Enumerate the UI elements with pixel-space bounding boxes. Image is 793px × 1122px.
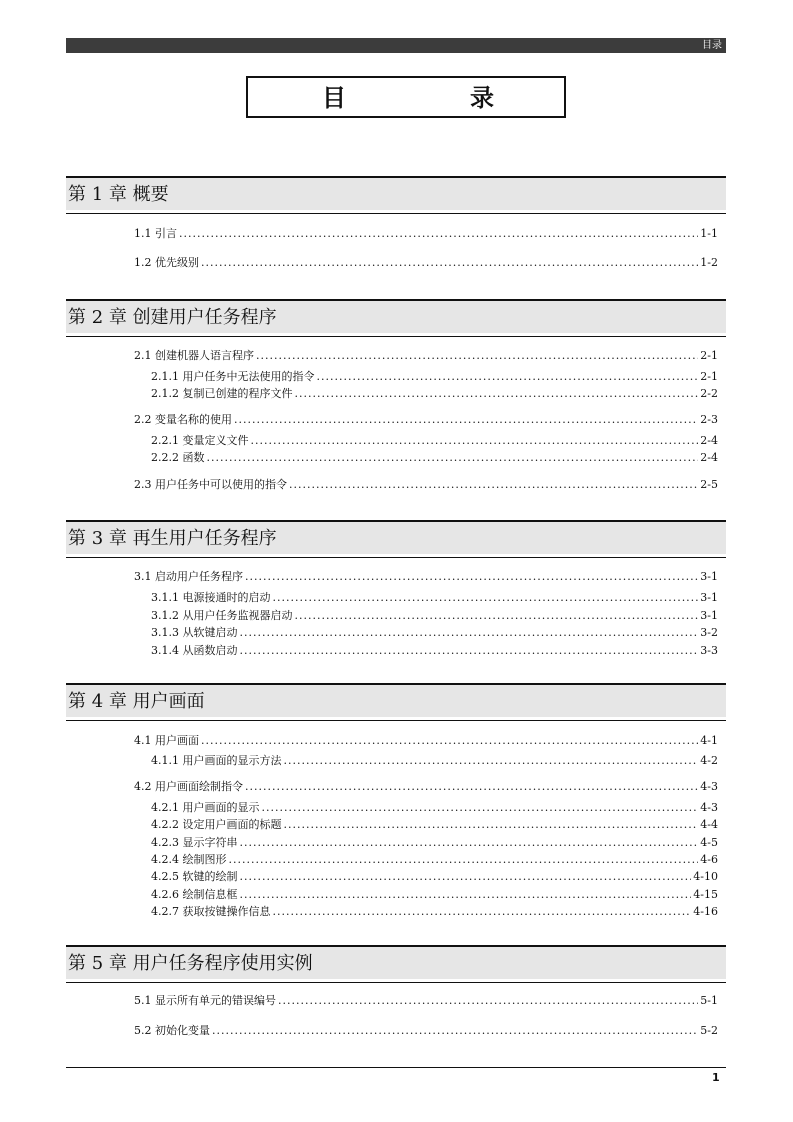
toc-entry-page: 4-6: [700, 853, 718, 866]
footer-divider: [66, 1067, 726, 1068]
toc-entry-label: 3.1.2 从用户任务监视器启动: [151, 609, 293, 622]
toc-entry-label: 4.2.5 软键的绘制: [151, 870, 238, 883]
toc-entry[interactable]: [134, 348, 718, 364]
toc-entry[interactable]: [151, 369, 718, 385]
toc-title-char-2: 录: [470, 84, 494, 112]
toc-entry-page: 2-4: [700, 434, 718, 447]
toc-entry[interactable]: [151, 450, 718, 466]
chapter-4-heading: [66, 683, 726, 717]
toc-entry-page: 3-3: [700, 644, 718, 657]
toc-entry-page: 4-16: [693, 905, 718, 918]
toc-entry-label: 2.1.2 复制已创建的程序文件: [151, 387, 293, 400]
toc-entry-label: 2.2 变量名称的使用: [134, 413, 232, 426]
leader-dots: [229, 852, 699, 868]
toc-entry[interactable]: [151, 753, 718, 769]
leader-dots: [240, 643, 699, 659]
toc-entry-page: 4-5: [700, 836, 718, 849]
toc-entry[interactable]: [134, 993, 718, 1009]
toc-entry-label: 3.1.3 从软键启动: [151, 626, 238, 639]
toc-entry-label: 5.2 初始化变量: [134, 1024, 210, 1037]
toc-entry-label: 2.2.1 变量定义文件: [151, 434, 249, 447]
toc-entry[interactable]: [151, 904, 718, 920]
leader-dots: [201, 733, 698, 749]
toc-entry[interactable]: [151, 835, 718, 851]
leader-dots: [240, 835, 699, 851]
toc-entry-label: 4.1.1 用户画面的显示方法: [151, 754, 282, 767]
toc-entry-page: 5-1: [700, 994, 718, 1007]
chapter-title: 第 5 章 用户任务程序使用实例: [68, 953, 313, 974]
leader-dots: [262, 800, 699, 816]
leader-dots: [240, 869, 692, 885]
toc-entry[interactable]: [151, 625, 718, 641]
toc-entry-label: 1.2 优先级别: [134, 256, 199, 269]
toc-entry-page: 1-1: [700, 227, 718, 240]
toc-entry-label: 4.2.4 绘制图形: [151, 853, 227, 866]
leader-dots: [234, 412, 698, 428]
chapter-title: 第 2 章 创建用户任务程序: [68, 307, 277, 328]
toc-entry-page: 3-1: [700, 591, 718, 604]
toc-entry[interactable]: [134, 477, 718, 493]
chapter-3-heading: [66, 520, 726, 554]
toc-entry-label: 4.2.7 获取按键操作信息: [151, 905, 271, 918]
toc-entry[interactable]: [151, 887, 718, 903]
toc-entry[interactable]: [134, 733, 718, 749]
toc-entry-page: 4-10: [693, 870, 718, 883]
toc-entry[interactable]: [151, 869, 718, 885]
page-number: 1: [712, 1071, 720, 1084]
leader-dots: [212, 1023, 698, 1039]
leader-dots: [179, 226, 698, 242]
leader-dots: [251, 433, 699, 449]
toc-entry[interactable]: [151, 590, 718, 606]
toc-entry-page: 4-15: [693, 888, 718, 901]
header-bar: [66, 38, 726, 53]
header-label: 目录: [702, 40, 722, 51]
leader-dots: [317, 369, 699, 385]
toc-entry-label: 2.3 用户任务中可以使用的指令: [134, 478, 287, 491]
toc-entry-page: 2-1: [700, 349, 718, 362]
toc-title-box: [246, 76, 566, 118]
toc-entry-label: 4.2.6 绘制信息框: [151, 888, 238, 901]
chapter-title: 第 1 章 概要: [68, 184, 169, 205]
chapter-5-heading: [66, 945, 726, 979]
toc-entry-page: 4-2: [700, 754, 718, 767]
toc-entry[interactable]: [151, 386, 718, 402]
toc-entry-page: 2-1: [700, 370, 718, 383]
toc-entry-label: 2.2.2 函数: [151, 451, 205, 464]
toc-entry-label: 3.1.4 从函数启动: [151, 644, 238, 657]
leader-dots: [295, 386, 699, 402]
toc-entry-label: 3.1.1 电源接通时的启动: [151, 591, 271, 604]
toc-entry[interactable]: [151, 852, 718, 868]
leader-dots: [278, 993, 698, 1009]
toc-entry-page: 2-3: [700, 413, 718, 426]
toc-entry-page: 5-2: [700, 1024, 718, 1037]
toc-title-char-1: 目: [322, 84, 346, 112]
toc-entry-page: 3-1: [700, 570, 718, 583]
toc-entry[interactable]: [134, 569, 718, 585]
toc-entry[interactable]: [151, 608, 718, 624]
toc-entry[interactable]: [151, 800, 718, 816]
toc-entry-page: 2-5: [700, 478, 718, 491]
toc-entry-page: 4-3: [700, 801, 718, 814]
toc-entry[interactable]: [134, 1023, 718, 1039]
leader-dots: [245, 779, 698, 795]
leader-dots: [284, 753, 699, 769]
toc-entry-page: 4-1: [700, 734, 718, 747]
leader-dots: [240, 887, 692, 903]
toc-entry-label: 4.2.2 设定用户画面的标题: [151, 818, 282, 831]
leader-dots: [256, 348, 698, 364]
leader-dots: [207, 450, 699, 466]
toc-entry-label: 4.2 用户画面绘制指令: [134, 780, 243, 793]
leader-dots: [284, 817, 699, 833]
leader-dots: [295, 608, 699, 624]
toc-entry-label: 1.1 引言: [134, 227, 177, 240]
toc-entry-page: 1-2: [700, 256, 718, 269]
toc-entry-label: 4.2.1 用户画面的显示: [151, 801, 260, 814]
leader-dots: [245, 569, 698, 585]
toc-entry-page: 4-3: [700, 780, 718, 793]
leader-dots: [273, 904, 692, 920]
leader-dots: [201, 255, 698, 271]
leader-dots: [273, 590, 699, 606]
toc-entry[interactable]: [134, 412, 718, 428]
toc-entry-label: 4.2.3 显示字符串: [151, 836, 238, 849]
toc-entry-page: 3-1: [700, 609, 718, 622]
chapter-1-heading: [66, 176, 726, 210]
toc-entry-page: 3-2: [700, 626, 718, 639]
leader-dots: [240, 625, 699, 641]
toc-entry-label: 2.1.1 用户任务中无法使用的指令: [151, 370, 315, 383]
toc-entry[interactable]: [134, 226, 718, 242]
toc-entry-page: 2-2: [700, 387, 718, 400]
toc-entry[interactable]: [151, 433, 718, 449]
toc-entry-label: 3.1 启动用户任务程序: [134, 570, 243, 583]
toc-entry[interactable]: [151, 643, 718, 659]
toc-entry[interactable]: [134, 779, 718, 795]
leader-dots: [289, 477, 698, 493]
toc-entry-page: 4-4: [700, 818, 718, 831]
chapter-title: 第 3 章 再生用户任务程序: [68, 528, 277, 549]
toc-entry-label: 4.1 用户画面: [134, 734, 199, 747]
chapter-title: 第 4 章 用户画面: [68, 691, 205, 712]
toc-entry[interactable]: [151, 817, 718, 833]
toc-entry[interactable]: [134, 255, 718, 271]
toc-entry-label: 2.1 创建机器人语言程序: [134, 349, 254, 362]
toc-entry-page: 2-4: [700, 451, 718, 464]
toc-entry-label: 5.1 显示所有单元的错误编号: [134, 994, 276, 1007]
chapter-2-heading: [66, 299, 726, 333]
